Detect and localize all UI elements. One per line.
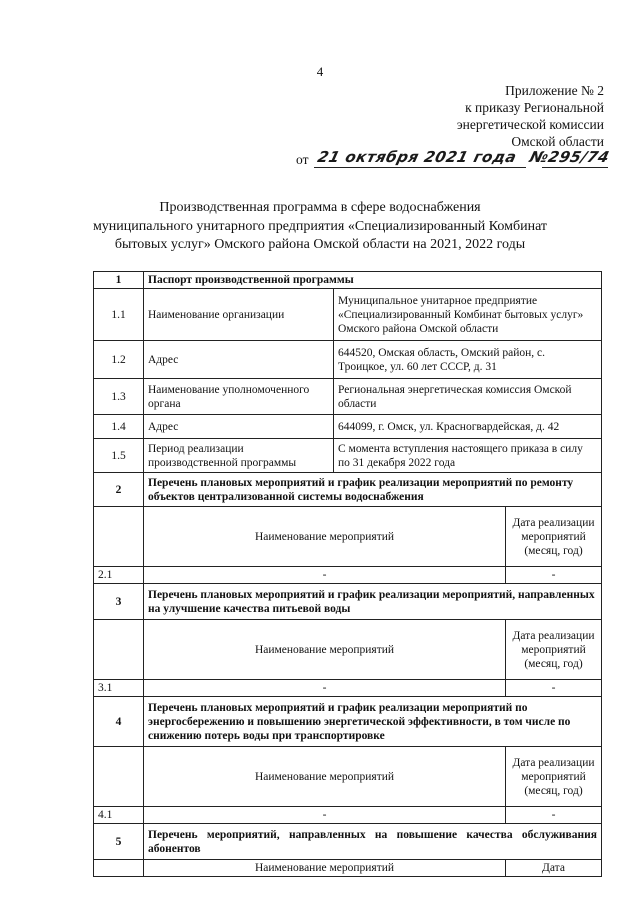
row-label: Период реализации производственной программы <box>144 439 334 473</box>
table-row <box>94 415 602 439</box>
table-row <box>94 379 602 415</box>
title-line-2: муниципального унитарного предприятия «Специализированный Комбинат <box>92 218 548 234</box>
row-number: 1.5 <box>94 439 144 473</box>
row-name: - <box>144 680 506 697</box>
handwritten-date: 21 октября 2021 года <box>315 148 519 166</box>
row-number: 1.2 <box>94 341 144 379</box>
row-number: 1.3 <box>94 379 144 415</box>
row-date: - <box>506 807 602 824</box>
row-name: - <box>144 567 506 584</box>
column-date-header: Дата <box>506 860 602 877</box>
handwritten-number: №295/74 <box>527 148 612 166</box>
row-value: Муниципальное унитарное предприятие «Специализированный Комбинат бытовых услуг» Омского района Омской области <box>334 289 602 341</box>
appendix-line-4: Омской области <box>511 134 604 149</box>
section-4-number: 4 <box>94 697 144 747</box>
section-2-number: 2 <box>94 473 144 507</box>
row-label: Наименование уполномоченного органа <box>144 379 334 415</box>
document-title <box>40 199 600 255</box>
section-2-row <box>94 473 602 507</box>
row-value: С момента вступления настоящего приказа в силу по 31 декабря 2022 года <box>334 439 602 473</box>
column-date-header: Дата реализации мероприятий (месяц, год) <box>506 747 602 807</box>
row-number: 2.1 <box>94 567 144 584</box>
row-label: Адрес <box>144 341 334 379</box>
table-row <box>94 807 602 824</box>
appendix-line-2: к приказу Региональной <box>465 100 604 115</box>
column-name-header: Наименование мероприятий <box>144 747 506 807</box>
section-4-header-row <box>94 747 602 807</box>
column-name-header: Наименование мероприятий <box>144 620 506 680</box>
column-name-header: Наименование мероприятий <box>144 860 506 877</box>
row-value: 644520, Омская область, Омский район, с. Троицкое, ул. 60 лет СССР, д. 31 <box>334 341 602 379</box>
row-value: 644099, г. Омск, ул. Красногвардейская, д. 42 <box>334 415 602 439</box>
section-5-title: Перечень мероприятий, направленных на повышение качества обслуживания абонентов <box>144 824 602 860</box>
section-3-number: 3 <box>94 584 144 620</box>
row-value: Региональная энергетическая комиссия Омской области <box>334 379 602 415</box>
section-1-title: Паспорт производственной программы <box>144 272 602 289</box>
appendix-line-1: Приложение № 2 <box>505 83 604 98</box>
empty-cell <box>94 860 144 877</box>
section-3-title: Перечень плановых мероприятий и график реализации мероприятий, направленных на улучшение качества питьевой воды <box>144 584 602 620</box>
title-line-3: бытовых услуг» Омского района Омской области на 2021, 2022 годы <box>114 237 526 252</box>
column-date-header: Дата реализации мероприятий (месяц, год) <box>506 620 602 680</box>
row-date: - <box>506 567 602 584</box>
column-name-header: Наименование мероприятий <box>144 507 506 567</box>
section-1-number: 1 <box>94 272 144 289</box>
table-row <box>94 341 602 379</box>
row-number: 4.1 <box>94 807 144 824</box>
table-row <box>94 439 602 473</box>
section-1-row <box>94 272 602 289</box>
row-date: - <box>506 680 602 697</box>
section-3-row <box>94 584 602 620</box>
row-name: - <box>144 807 506 824</box>
row-number: 1.1 <box>94 289 144 341</box>
table-row <box>94 680 602 697</box>
section-3-header-row <box>94 620 602 680</box>
row-label: Наименование организации <box>144 289 334 341</box>
column-date-header: Дата реализации мероприятий (месяц, год) <box>506 507 602 567</box>
section-2-title: Перечень плановых мероприятий и график реализации мероприятий по ремонту объектов централизованной системы водоснабжения <box>144 473 602 507</box>
table-row <box>94 289 602 341</box>
number-underline <box>542 167 608 168</box>
empty-cell <box>94 620 144 680</box>
order-date-line <box>296 148 612 172</box>
row-number: 3.1 <box>94 680 144 697</box>
empty-cell <box>94 747 144 807</box>
section-5-row <box>94 824 602 860</box>
appendix-header <box>457 82 604 150</box>
section-4-row <box>94 697 602 747</box>
row-number: 1.4 <box>94 415 144 439</box>
order-from-label: от <box>296 152 309 167</box>
date-underline <box>314 167 526 168</box>
section-2-header-row <box>94 507 602 567</box>
section-4-title: Перечень плановых мероприятий и график реализации мероприятий по энергосбережению и повышению энергетической эффективности, в том числе по снижению потерь воды при транспортировке <box>144 697 602 747</box>
section-5-number: 5 <box>94 824 144 860</box>
row-label: Адрес <box>144 415 334 439</box>
page-number: 4 <box>316 64 324 79</box>
empty-cell <box>94 507 144 567</box>
section-5-header-row <box>94 860 602 877</box>
table-row <box>94 567 602 584</box>
title-line-1: Производственная программа в сфере водоснабжения <box>159 200 481 215</box>
appendix-line-3: энергетической комиссии <box>456 117 604 132</box>
program-table <box>93 271 602 877</box>
